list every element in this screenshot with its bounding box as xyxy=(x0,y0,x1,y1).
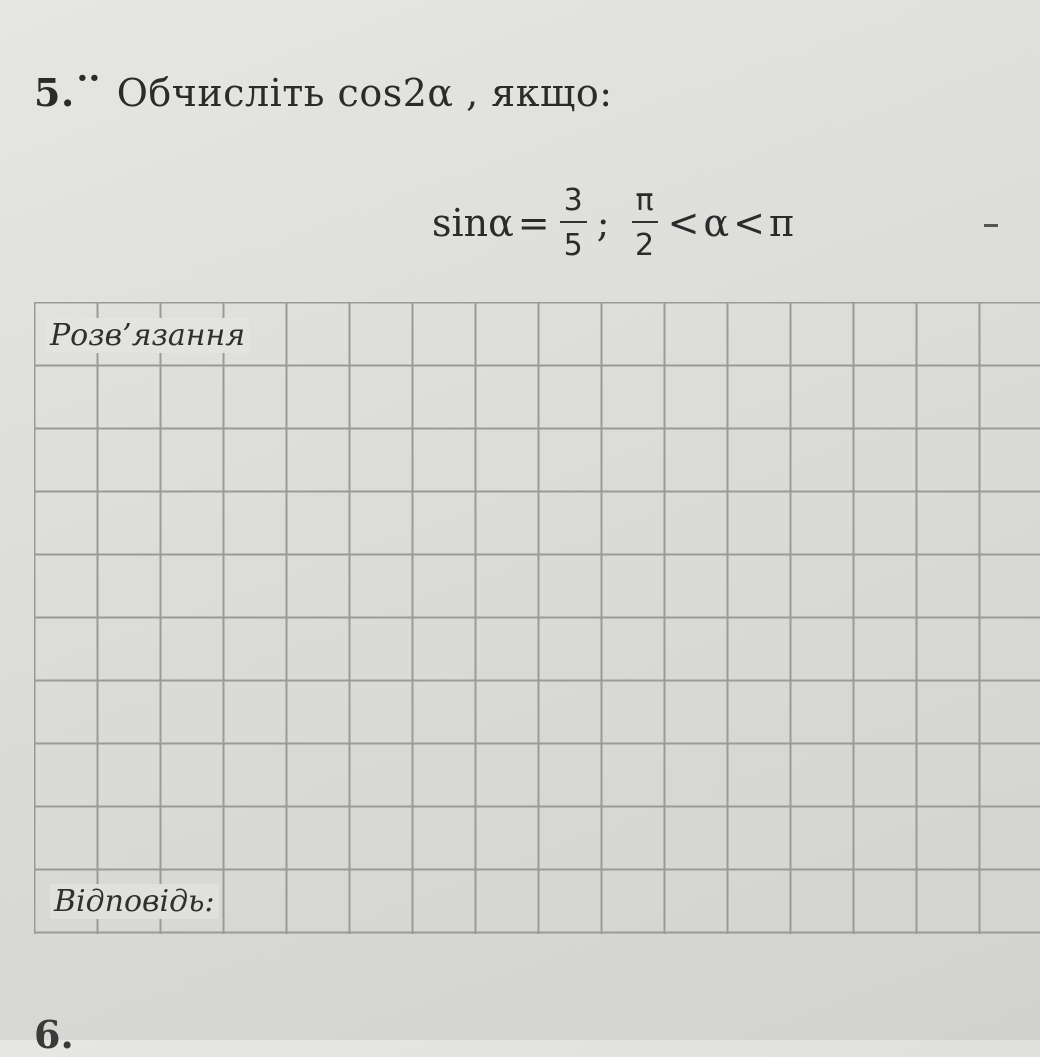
solution-grid[interactable] xyxy=(34,302,1040,934)
formula-separator: ; xyxy=(596,201,610,245)
formula-equals: = xyxy=(517,201,550,245)
grid-lines xyxy=(34,302,1040,934)
fraction-numerator: 3 xyxy=(560,184,587,223)
margin-dash xyxy=(984,224,998,227)
solution-label: Розв’язання xyxy=(46,318,249,353)
difficulty-marker: •• xyxy=(76,68,101,89)
formula-less-than: < xyxy=(667,201,700,245)
task-header xyxy=(34,68,613,115)
task-statement: Обчисліть cos2α , якщо: xyxy=(116,71,613,115)
next-task-number: 6. xyxy=(34,1012,74,1057)
task-number: 5. xyxy=(34,70,75,115)
condition-formula xyxy=(432,168,794,278)
fraction-pi-half xyxy=(632,184,658,262)
formula-pi: π xyxy=(768,201,794,245)
formula-lhs: sinα xyxy=(432,201,514,245)
fraction-denominator: 5 xyxy=(563,228,583,263)
formula-alpha: α xyxy=(703,201,730,245)
formula-less-than: < xyxy=(733,201,765,245)
fraction-three-fifths xyxy=(560,184,587,262)
answer-label: Відповідь: xyxy=(50,884,219,919)
fraction-denominator: 2 xyxy=(635,228,655,263)
fraction-numerator: π xyxy=(632,184,658,223)
